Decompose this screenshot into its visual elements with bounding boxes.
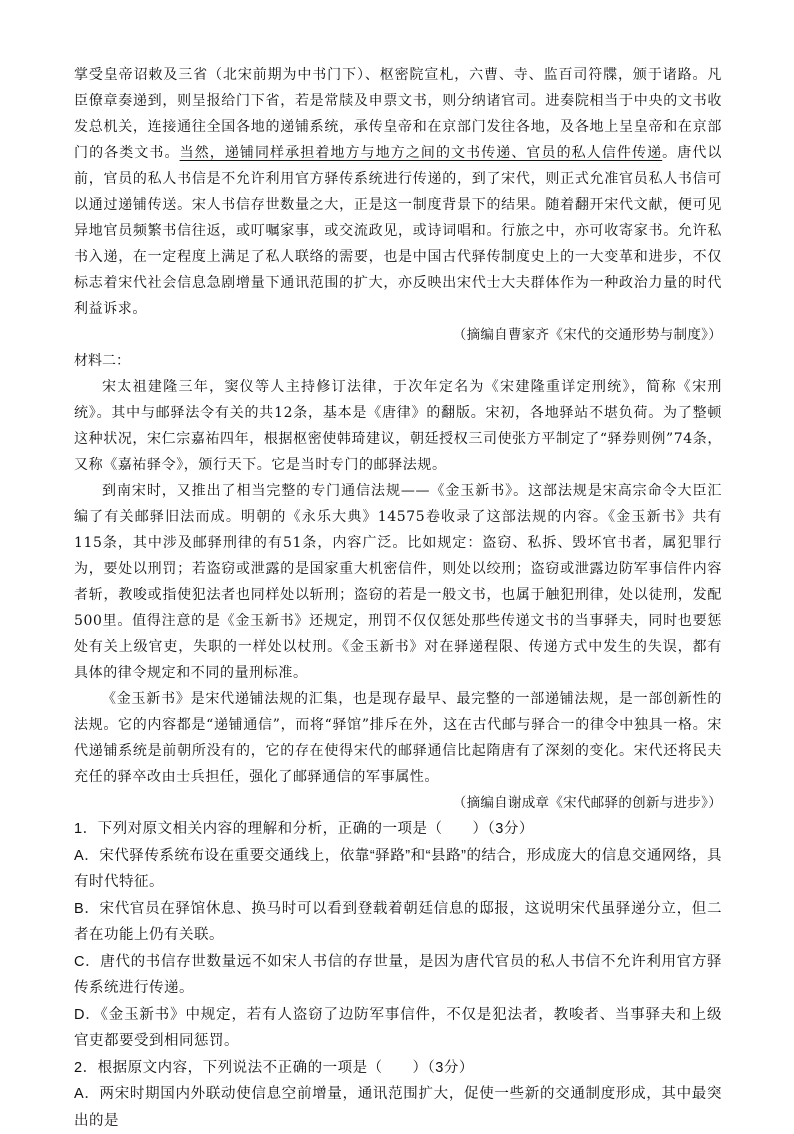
material2-paragraph-2: 到南宋时，又推出了相当完整的专门通信法规——《金玉新书》。这部法规是宋高宗命令大臣汇编了有关邮驿旧法而成。明朝的《永乐大典》14575卷收录了这部法规的内容。《金玉新书》共有115条，其中涉及邮驿刑律的有51条，内容广泛。比如规定：盗窃、私拆、毁坏官书者，属犯罪行为，要处以刑罚；若盗窃或泄露的是国家重大机密信件，则处以绞刑；盗窃或泄露边防军事信件内容者斩，教唆或指使犯法者也同样处以斩刑；盗窃的若是一般文书，也属于触犯刑律，处以徒刑，发配500里。值得注意的是《金玉新书》还规定，刑罚不仅仅惩处那些传递文书的当事驿夫，同时也要惩处有关上级官吏，失职的一样处以杖刑。《金玉新书》对在驿递程限、传递方式中发生的失误，都有具体的律令规定和不同的量刑标准。 (74, 483, 722, 681)
question-1-option-d: D．《金玉新书》中规定，若有人盗窃了边防军事信件，不仅是犯法者，教唆者、当事驿夫和上级官吏都要受到相同惩罚。 (74, 1006, 722, 1049)
material2-label: 材料二： (74, 353, 130, 369)
paragraph-text: 。唐代以前，官员的私人书信是不允许利用官方驿传系统进行传递的，到了宋代，则正式允准官员私人书信可以通过递铺传送。宋人书信存世数量之大，正是这一制度背景下的结果。随着翻开宋代文献，便可见异地官员频繁书信往返，或叮嘱家事，或交流政见，或诗词唱和。行旅之中，亦可收寄家书。允许私书入递，在一定程度上满足了私人联络的需要，也是中国古代驿传制度史上的一大变革和进步，不仅标志着宋代社会信息急剧增量下通讯范围的扩大，亦反映出宋代士大夫群体作为一种政治力量的时代利益诉求。 (74, 145, 723, 317)
material1-source: （摘编自曹家齐《宋代的交通形势与制度》） (452, 327, 722, 343)
question-1-option-a: A．宋代驿传系统布设在重要交通线上，依靠“驿路”和“县路”的结合，形成庞大的信息交通网络，具有时代特征。 (74, 847, 722, 890)
exam-page (74, 62, 722, 1134)
material2-paragraph-1: 宋太祖建隆三年，窦仪等人主持修订法律，于次年定名为《宋建隆重详定刑统》，简称《宋刑统》。其中与邮驿法令有关的共12条，基本是《唐律》的翻版。宋初，各地驿站不堪负荷。为了整顿这种状况，宋仁宗嘉祐四年，根据枢密使韩琦建议，朝廷授权三司使张方平制定了“驿券则例”74条，又称《嘉祐驿令》，颁行天下。它是当时专门的邮驿法规。 (74, 379, 722, 473)
underlined-sentence: 当然，递铺同样承担着地方与地方之间的文书传递、官员的私人信件传递 (179, 145, 663, 161)
question-2-stem: 2．根据原文内容，下列说法不正确的一项是（ ）（3分） (74, 1059, 474, 1076)
question-2-option-a: A．两宋时期国内外联动使信息空前增量，通讯范围扩大，促使一些新的交通制度形成，其中最突出的是 (74, 1086, 722, 1129)
material1-tail-paragraph (74, 62, 722, 322)
question-1-stem: 1．下列对原文相关内容的理解和分析，正确的一项是（ ）（3分） (74, 821, 534, 837)
material2-paragraph-3: 《金玉新书》是宋代递铺法规的汇集，也是现存最早、最完整的一部递铺法规，是一部创新性的法规。它的内容都是“递铺通信”，而将“驿馆”排斥在外，这在古代邮与驿合一的律令中独具一格。宋代递铺系统是前朝所没有的，它的存在使得宋代的邮驿通信比起隋唐有了深刻的变化。宋代还将民夫充任的驿卒改由士兵担任，强化了邮驿通信的军事属性。 (74, 691, 722, 785)
question-1-option-b: B．宋代官员在驿馆休息、换马时可以看到登载着朝廷信息的邸报，这说明宋代虽驿递分立，但二者在功能上仍有关联。 (74, 900, 722, 943)
material2-source: （摘编自谢成章《宋代邮驿的创新与进步》） (452, 795, 722, 811)
paragraph-text: 掌受皇帝诏敕及三省（北宋前期为中书门下）、枢密院宣札，六曹、寺、监百司符牒，颁于诸路。凡臣僚章奏递到，则呈报给门下省，若是常牍及申票文书，则分纳诸官司。进奏院相当于中央的文书收发总机关，连接通往全国各地的递铺系统，承传皇帝和在京部门发往各地，及各地上呈皇帝和在京部门的各类文书。 (74, 67, 722, 161)
question-1-option-c: C．唐代的书信存世数量远不如宋人书信的存世量，是因为唐代官员的私人书信不允许利用官方驿传系统进行传递。 (74, 953, 722, 996)
